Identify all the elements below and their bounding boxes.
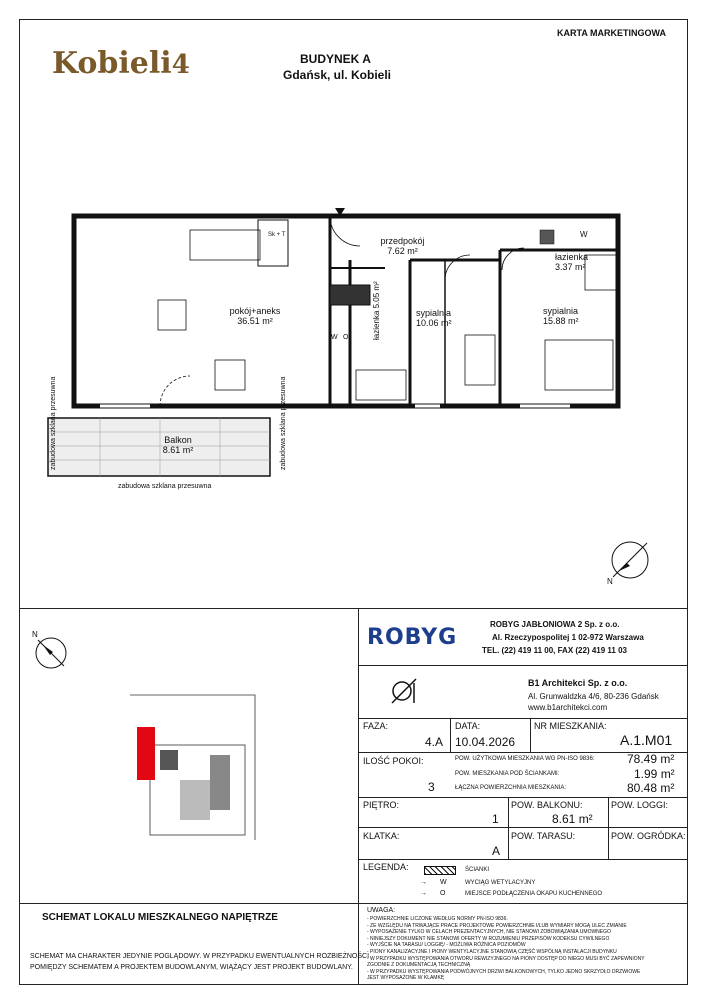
robyg-logo: ROBYG <box>367 625 458 650</box>
site-north: N <box>32 630 38 639</box>
legend-wall-swatch <box>424 866 456 875</box>
disclaimer-2: POMIĘDZY SCHEMATEM A PROJEKTEM BUDOWLANYM, WIĄŻĄCY JEST PROJEKT BUDOWLANY. <box>30 964 353 971</box>
note-line: - NINIEJSZY DOKUMENT NIE STANOWI OFERTY W ROZUMIENIU PRZEPISÓW KODEKSU CYWILNEGO <box>367 935 610 942</box>
note-line: - PIONY KANALIZACYJNE I PIONY WENTYLACYJNE STANOWIĄ CZĘŚĆ WSPÓLNĄ INSTALACJI BUDYNKU <box>367 948 617 955</box>
note-line: - POWIERZCHNIE LICZONE WEDŁUG NORMY PN-ISO 9836. <box>367 916 508 922</box>
note-line: JEST WYPOSAŻONE W KLAMKĘ <box>367 975 445 982</box>
marker-w: W <box>580 230 588 239</box>
data-label: DATA: <box>455 721 481 731</box>
pow-lacz-label: ŁĄCZNA POWIERZCHNIA MIESZKANIA: <box>455 785 567 791</box>
disclaimer-1: SCHEMAT MA CHARAKTER JEDYNIE POGLĄDOWY. W PRZYPADKU EWENTUALNYCH ROZBIEŻNOŚCI <box>30 953 370 960</box>
loggia-label: POW. LOGGI: <box>611 800 669 810</box>
legend-w: W <box>440 879 447 886</box>
pietro-value: 1 <box>492 812 499 826</box>
balkon-label: POW. BALKONU: <box>511 800 583 810</box>
data-value: 10.04.2026 <box>455 735 516 749</box>
footer-title: SCHEMAT LOKALU MIESZKALNEGO NAPIĘTRZE <box>42 912 278 923</box>
legend-hood: MIEJSCE PODŁĄCZENIA OKAPU KUCHENNEGO <box>465 891 603 897</box>
pokoje-value: 3 <box>428 780 435 794</box>
legend-vent: WYCIĄG WETYLACYJNY <box>465 880 536 886</box>
taras-label: POW. TARASU: <box>511 831 576 841</box>
pow-lacz-value: 80.48 m² <box>627 781 675 795</box>
nr-label: NR MIESZKANIA: <box>534 721 607 731</box>
glazing-left: zabudowa szklana przesuwna <box>50 376 57 470</box>
architect-logo-icon <box>388 675 420 707</box>
klatka-value: A <box>492 844 501 858</box>
developer-name: ROBYG JABŁONIOWA 2 Sp. z o.o. <box>490 620 620 629</box>
developer-address: Al. Rzeczypospolitej 1 02-972 Warszawa <box>492 633 644 642</box>
pow-uz-value: 78.49 m² <box>627 752 675 766</box>
notes-list <box>367 916 645 982</box>
pow-sc-value: 1.99 m² <box>634 767 675 781</box>
note-line: - WYPOSAŻENIE TYLKO W CELACH PREZENTACYJNYCH, NIE STANOWI ZOBOWIĄZANIA UMOWNEGO <box>367 929 611 936</box>
building-title: BUDYNEK A <box>300 52 371 66</box>
faza-label: FAZA: <box>363 721 389 731</box>
klatka-label: KLATKA: <box>363 831 400 841</box>
note-line: - W PRZYPADKU WYSTĘPOWANIA OTWORU REWIZYJNEGO NA PIONY DOSTĘP DO NIEGO MUSI BYĆ ZAPEWNIONY <box>367 955 645 962</box>
room-bedroom-2: sypialnia 15.88 m² <box>543 306 579 326</box>
notes-title: UWAGA: <box>367 907 396 914</box>
balkon-value: 8.61 m² <box>552 812 593 826</box>
room-bathroom-1: łazienka 3.37 m² <box>555 252 589 272</box>
legend-o: O <box>440 890 446 897</box>
note-line: - W PRZYPADKU WYSTĘPOWANIA PODWÓJNYCH DRZWI BALKONOWYCH, TYLKO JEDNO SKRZYDŁO DRZWIOWE <box>367 968 641 975</box>
architect-address: Al. Grunwaldzka 4/6, 80-236 Gdańsk <box>528 692 659 701</box>
developer-phone: TEL. (22) 419 11 00, FAX (22) 419 11 03 <box>482 646 627 655</box>
architect-web: www.b1architekci.com <box>528 703 608 712</box>
faza-value: 4.A <box>425 735 444 749</box>
compass-north: N <box>607 577 613 586</box>
note-line: ZGODNIE Z DOKUMENTACJĄ TECHNICZNĄ <box>367 962 471 969</box>
fridge-label: Sk + T <box>268 232 286 238</box>
glazing-right: zabudowa szklana przesuwna <box>280 376 287 470</box>
floor-plan <box>40 200 640 500</box>
ogrodek-label: POW. OGRÓDKA: <box>611 831 686 841</box>
nr-value: A.1.M01 <box>620 732 673 748</box>
legend-walls: ŚCIANKI <box>465 867 490 873</box>
note-line: - ZE WZGLĘDU NA TRWAJĄCE PRACE PROJEKTOWE POWIERZCHNIE I/LUB WYMIARY MOGĄ ULEC ZMIANIE <box>367 922 627 929</box>
pow-sc-label: POW. MIESZKANIA POD ŚCIANKAMI: <box>455 771 560 777</box>
room-hall: przedpokój 7.62 m² <box>380 236 425 256</box>
room-living: pokój+aneks 36.51 m² <box>229 306 281 326</box>
room-balcony: Balkon 8.61 m² <box>162 435 194 455</box>
marker-o: O <box>343 334 349 341</box>
pietro-label: PIĘTRO: <box>363 800 400 810</box>
legend-arrow-2-icon: → <box>420 890 427 897</box>
legend-title: LEGENDA: <box>363 862 409 872</box>
pow-uz-label: POW. UŻYTKOWA MIESZKANIA WG PN-ISO 9836: <box>455 756 595 762</box>
legend-arrow-icon: → <box>420 879 427 886</box>
note-line: - WYJŚCIE NA TARASU/ LOGGIĘ/ - MOŻLIWA RÓŻNICA POZIOMÓW <box>367 942 526 949</box>
room-bedroom-1: sypialnia 10.06 m² <box>416 308 452 328</box>
card-type: KARTA MARKETINGOWA <box>557 28 666 38</box>
building-address: Gdańsk, ul. Kobieli <box>283 68 392 82</box>
room-bathroom-2: łazienka 5.05 m² <box>372 281 381 340</box>
marker-w-2: W <box>331 334 338 341</box>
apartment-outline <box>74 216 618 406</box>
architect-name: B1 Architekci Sp. z o.o. <box>528 678 628 688</box>
site-map <box>120 690 260 850</box>
apartment-highlight <box>137 727 155 780</box>
glazing-bottom: zabudowa szklana przesuwna <box>118 483 212 490</box>
brand-logo: Kobieli4 <box>52 46 190 81</box>
pokoje-label: ILOŚĆ POKOI: <box>363 756 424 766</box>
